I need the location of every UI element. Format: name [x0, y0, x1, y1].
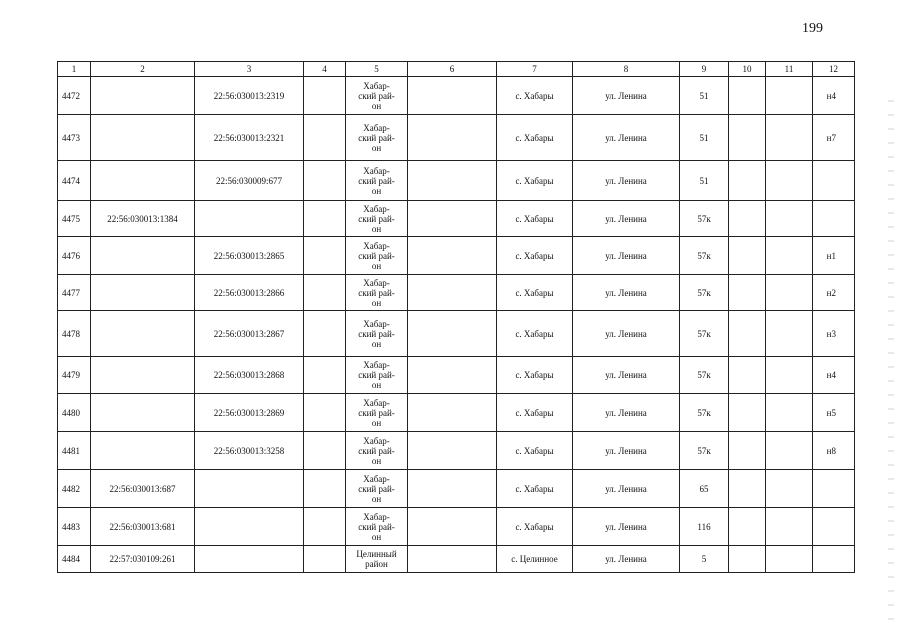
settlement-name: с. Хабары — [497, 115, 573, 161]
district-name: Хабар- ский рай- он — [346, 161, 408, 201]
cadastral-number-object: 22:56:030009:677 — [195, 161, 304, 201]
cell-col6 — [408, 161, 497, 201]
cell-col10 — [729, 432, 766, 470]
cell-col11 — [766, 161, 813, 201]
table-row — [58, 394, 855, 432]
cell-col4 — [304, 115, 346, 161]
street-name: ул. Ленина — [573, 161, 680, 201]
column-header: 2 — [91, 62, 195, 77]
cell-col4 — [304, 508, 346, 546]
column-header: 7 — [497, 62, 573, 77]
cell-col6 — [408, 470, 497, 508]
cell-col10 — [729, 77, 766, 115]
cell-col4 — [304, 237, 346, 275]
settlement-name: с. Хабары — [497, 77, 573, 115]
district-name: Хабар- ский рай- он — [346, 508, 408, 546]
street-name: ул. Ленина — [573, 237, 680, 275]
street-name: ул. Ленина — [573, 311, 680, 357]
row-number: 4473 — [58, 115, 91, 161]
row-number: 4484 — [58, 546, 91, 573]
column-header: 12 — [813, 62, 855, 77]
street-name: ул. Ленина — [573, 201, 680, 237]
settlement-name: с. Хабары — [497, 237, 573, 275]
row-number: 4481 — [58, 432, 91, 470]
cell-col4 — [304, 311, 346, 357]
cell-col10 — [729, 508, 766, 546]
cadastral-number-land: 22:56:030013:681 — [91, 508, 195, 546]
district-name: Хабар- ский рай- он — [346, 275, 408, 311]
column-header: 1 — [58, 62, 91, 77]
row-number: 4477 — [58, 275, 91, 311]
table-row — [58, 275, 855, 311]
table-row — [58, 357, 855, 394]
cell-col10 — [729, 201, 766, 237]
cell-col4 — [304, 201, 346, 237]
cadastral-number-object: 22:56:030013:2865 — [195, 237, 304, 275]
settlement-name: с. Хабары — [497, 394, 573, 432]
cell-col6 — [408, 201, 497, 237]
cadastral-number-land: 22:56:030013:1384 — [91, 201, 195, 237]
cell-col6 — [408, 508, 497, 546]
apartment-number: н4 — [813, 77, 855, 115]
apartment-number — [813, 470, 855, 508]
cell-col4 — [304, 357, 346, 394]
street-name: ул. Ленина — [573, 432, 680, 470]
cell-col6 — [408, 77, 497, 115]
house-number: 57к — [680, 394, 729, 432]
street-name: ул. Ленина — [573, 546, 680, 573]
cadastral-number-land — [91, 161, 195, 201]
apartment-number — [813, 508, 855, 546]
cadastral-number-object: 22:56:030013:2867 — [195, 311, 304, 357]
district-name: Хабар- ский рай- он — [346, 77, 408, 115]
page-number: 199 — [802, 21, 823, 36]
table-row — [58, 201, 855, 237]
street-name: ул. Ленина — [573, 77, 680, 115]
scan-artifact-strip — [888, 100, 894, 620]
table-row — [58, 470, 855, 508]
cadastral-number-object: 22:56:030013:3258 — [195, 432, 304, 470]
cell-col4 — [304, 394, 346, 432]
cadastral-number-object — [195, 201, 304, 237]
column-header: 9 — [680, 62, 729, 77]
settlement-name: с. Хабары — [497, 432, 573, 470]
cell-col4 — [304, 161, 346, 201]
cadastral-number-land — [91, 394, 195, 432]
cadastral-number-object — [195, 546, 304, 573]
cadastral-number-object: 22:56:030013:2319 — [195, 77, 304, 115]
house-number: 51 — [680, 161, 729, 201]
cadastral-number-land — [91, 115, 195, 161]
cell-col6 — [408, 115, 497, 161]
street-name: ул. Ленина — [573, 357, 680, 394]
table-row — [58, 115, 855, 161]
house-number: 51 — [680, 115, 729, 161]
cell-col11 — [766, 357, 813, 394]
district-name: Хабар- ский рай- он — [346, 432, 408, 470]
column-header: 5 — [346, 62, 408, 77]
settlement-name: с. Хабары — [497, 311, 573, 357]
cell-col11 — [766, 201, 813, 237]
street-name: ул. Ленина — [573, 115, 680, 161]
district-name: Хабар- ский рай- он — [346, 237, 408, 275]
cell-col10 — [729, 357, 766, 394]
house-number: 57к — [680, 311, 729, 357]
cell-col4 — [304, 275, 346, 311]
table-row — [58, 161, 855, 201]
district-name: Хабар- ский рай- он — [346, 115, 408, 161]
district-name: Хабар- ский рай- он — [346, 311, 408, 357]
table-row — [58, 546, 855, 573]
cadastral-number-land — [91, 237, 195, 275]
street-name: ул. Ленина — [573, 275, 680, 311]
apartment-number — [813, 201, 855, 237]
house-number: 57к — [680, 201, 729, 237]
row-number: 4483 — [58, 508, 91, 546]
column-header: 4 — [304, 62, 346, 77]
cell-col11 — [766, 546, 813, 573]
cell-col4 — [304, 77, 346, 115]
table-row — [58, 508, 855, 546]
table-row — [58, 432, 855, 470]
district-name: Целинный район — [346, 546, 408, 573]
cadastral-number-land — [91, 77, 195, 115]
cadastral-number-object — [195, 470, 304, 508]
district-name: Хабар- ский рай- он — [346, 470, 408, 508]
apartment-number: н5 — [813, 394, 855, 432]
cell-col6 — [408, 357, 497, 394]
settlement-name: с. Хабары — [497, 201, 573, 237]
cell-col11 — [766, 432, 813, 470]
house-number: 57к — [680, 275, 729, 311]
cell-col11 — [766, 470, 813, 508]
apartment-number — [813, 546, 855, 573]
column-header: 3 — [195, 62, 304, 77]
house-number: 57к — [680, 237, 729, 275]
cell-col6 — [408, 311, 497, 357]
cadastral-number-land: 22:56:030013:687 — [91, 470, 195, 508]
cell-col6 — [408, 546, 497, 573]
apartment-number: н3 — [813, 311, 855, 357]
apartment-number: н8 — [813, 432, 855, 470]
settlement-name: с. Хабары — [497, 470, 573, 508]
cadastral-number-land — [91, 311, 195, 357]
cell-col6 — [408, 432, 497, 470]
row-number: 4478 — [58, 311, 91, 357]
column-header: 6 — [408, 62, 497, 77]
cell-col11 — [766, 394, 813, 432]
cell-col10 — [729, 275, 766, 311]
cell-col6 — [408, 275, 497, 311]
cell-col11 — [766, 237, 813, 275]
cell-col10 — [729, 161, 766, 201]
house-number: 5 — [680, 546, 729, 573]
cell-col11 — [766, 311, 813, 357]
settlement-name: с. Хабары — [497, 275, 573, 311]
settlement-name: с. Хабары — [497, 508, 573, 546]
apartment-number — [813, 161, 855, 201]
cell-col11 — [766, 275, 813, 311]
cell-col10 — [729, 311, 766, 357]
apartment-number: н7 — [813, 115, 855, 161]
settlement-name: с. Хабары — [497, 161, 573, 201]
cadastral-number-object: 22:56:030013:2869 — [195, 394, 304, 432]
house-number: 57к — [680, 357, 729, 394]
house-number: 65 — [680, 470, 729, 508]
row-number: 4474 — [58, 161, 91, 201]
apartment-number: н1 — [813, 237, 855, 275]
column-header: 8 — [573, 62, 680, 77]
cadastral-number-object: 22:56:030013:2321 — [195, 115, 304, 161]
cadastral-number-object: 22:56:030013:2866 — [195, 275, 304, 311]
district-name: Хабар- ский рай- он — [346, 394, 408, 432]
table-row — [58, 311, 855, 357]
settlement-name: с. Хабары — [497, 357, 573, 394]
cadastral-number-land — [91, 275, 195, 311]
cell-col11 — [766, 115, 813, 161]
cell-col10 — [729, 115, 766, 161]
table-row — [58, 237, 855, 275]
cell-col10 — [729, 237, 766, 275]
cell-col10 — [729, 394, 766, 432]
apartment-number: н2 — [813, 275, 855, 311]
row-number: 4472 — [58, 77, 91, 115]
cell-col6 — [408, 394, 497, 432]
row-number: 4479 — [58, 357, 91, 394]
cadastral-number-land — [91, 357, 195, 394]
register-table — [57, 61, 855, 573]
row-number: 4476 — [58, 237, 91, 275]
table-row — [58, 77, 855, 115]
cell-col11 — [766, 508, 813, 546]
cell-col4 — [304, 470, 346, 508]
house-number: 116 — [680, 508, 729, 546]
cell-col6 — [408, 237, 497, 275]
cell-col4 — [304, 432, 346, 470]
house-number: 57к — [680, 432, 729, 470]
row-number: 4482 — [58, 470, 91, 508]
cadastral-number-land: 22:57:030109:261 — [91, 546, 195, 573]
cadastral-number-land — [91, 432, 195, 470]
street-name: ул. Ленина — [573, 508, 680, 546]
row-number: 4480 — [58, 394, 91, 432]
house-number: 51 — [680, 77, 729, 115]
district-name: Хабар- ский рай- он — [346, 201, 408, 237]
cell-col10 — [729, 546, 766, 573]
cell-col11 — [766, 77, 813, 115]
settlement-name: с. Целинное — [497, 546, 573, 573]
street-name: ул. Ленина — [573, 394, 680, 432]
column-header: 11 — [766, 62, 813, 77]
district-name: Хабар- ский рай- он — [346, 357, 408, 394]
street-name: ул. Ленина — [573, 470, 680, 508]
cadastral-number-object: 22:56:030013:2868 — [195, 357, 304, 394]
cell-col4 — [304, 546, 346, 573]
cadastral-number-object — [195, 508, 304, 546]
apartment-number: н4 — [813, 357, 855, 394]
column-header: 10 — [729, 62, 766, 77]
cell-col10 — [729, 470, 766, 508]
header-row — [58, 62, 855, 77]
row-number: 4475 — [58, 201, 91, 237]
